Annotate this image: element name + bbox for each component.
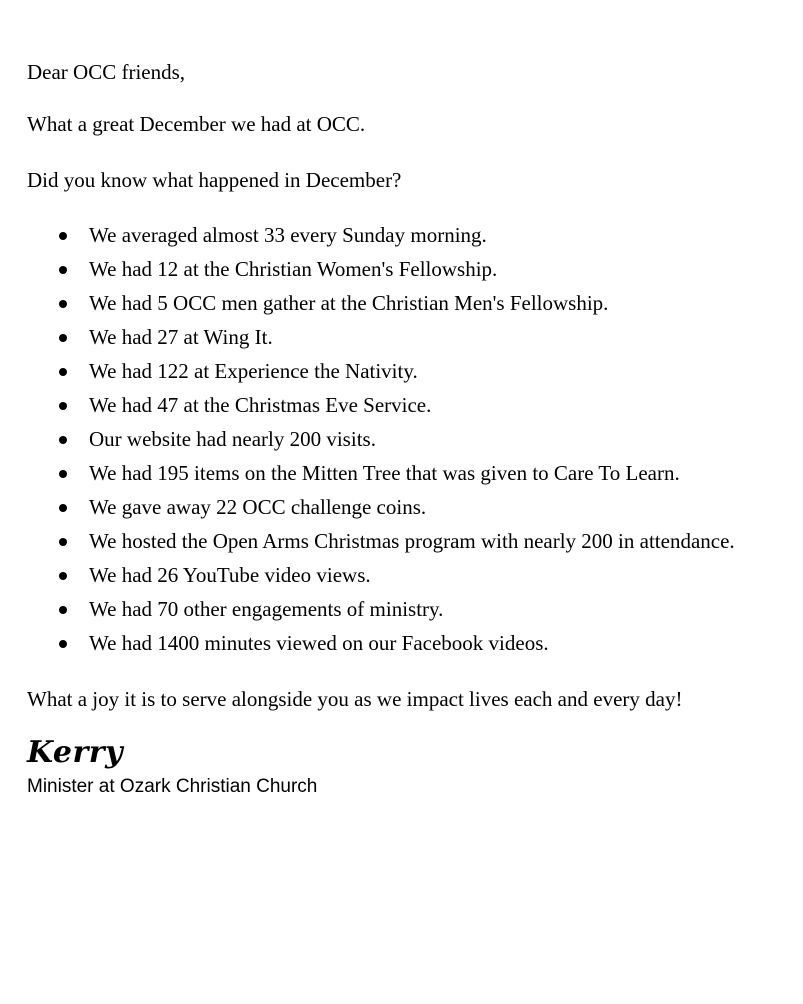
bullet-icon — [59, 368, 67, 376]
december-facts-list — [27, 219, 777, 659]
bullet-icon — [59, 538, 67, 546]
list-item — [89, 287, 777, 319]
list-item — [89, 593, 777, 625]
bullet-icon — [59, 402, 67, 410]
bullet-icon — [59, 470, 67, 478]
bullet-icon — [59, 606, 67, 614]
list-item-text: We had 122 at Experience the Nativity. — [89, 359, 418, 383]
bullet-icon — [59, 266, 67, 274]
list-item-text: We gave away 22 OCC challenge coins. — [89, 495, 427, 519]
bullet-icon — [59, 640, 67, 648]
bullet-icon — [59, 572, 67, 580]
list-item — [89, 253, 777, 285]
list-item — [89, 321, 777, 353]
list-item — [89, 219, 777, 251]
list-item-text: We averaged almost 33 every Sunday morning. — [89, 223, 487, 247]
list-item-text: We had 195 items on the Mitten Tree that was given to Care To Learn. — [89, 461, 680, 485]
list-item-text: We had 47 at the Christmas Eve Service. — [89, 393, 432, 417]
question-paragraph: Did you know what happened in December? — [27, 168, 402, 192]
list-item-text: Our website had nearly 200 visits. — [89, 427, 376, 451]
bullet-icon — [59, 504, 67, 512]
bullet-icon — [59, 300, 67, 308]
signer-role: Minister at Ozark Christian Church — [27, 776, 318, 797]
intro-paragraph: What a great December we had at OCC. — [27, 112, 366, 136]
list-item-text: We had 26 YouTube video views. — [89, 563, 371, 587]
list-item — [89, 627, 777, 659]
list-item-text: We had 5 OCC men gather at the Christian Men's Fellowship. — [89, 291, 609, 315]
salutation: Dear OCC friends, — [27, 60, 186, 84]
list-item-text: We hosted the Open Arms Christmas program with nearly 200 in attendance. — [89, 529, 735, 553]
list-item — [89, 423, 777, 455]
list-item — [89, 457, 777, 489]
bullet-icon — [59, 436, 67, 444]
signature: Kerry — [27, 735, 124, 770]
bullet-icon — [59, 232, 67, 240]
list-item — [89, 355, 777, 387]
list-item-text: We had 1400 minutes viewed on our Facebook videos. — [89, 631, 549, 655]
letter — [27, 56, 777, 800]
list-item-text: We had 70 other engagements of ministry. — [89, 597, 444, 621]
list-item — [89, 525, 777, 557]
list-item-text: We had 27 at Wing It. — [89, 325, 273, 349]
list-item-text: We had 12 at the Christian Women's Fellowship. — [89, 257, 498, 281]
list-item — [89, 389, 777, 421]
list-item — [89, 559, 777, 591]
closing-paragraph: What a joy it is to serve alongside you as we impact lives each and every day! — [27, 687, 683, 711]
list-item — [89, 491, 777, 523]
bullet-icon — [59, 334, 67, 342]
